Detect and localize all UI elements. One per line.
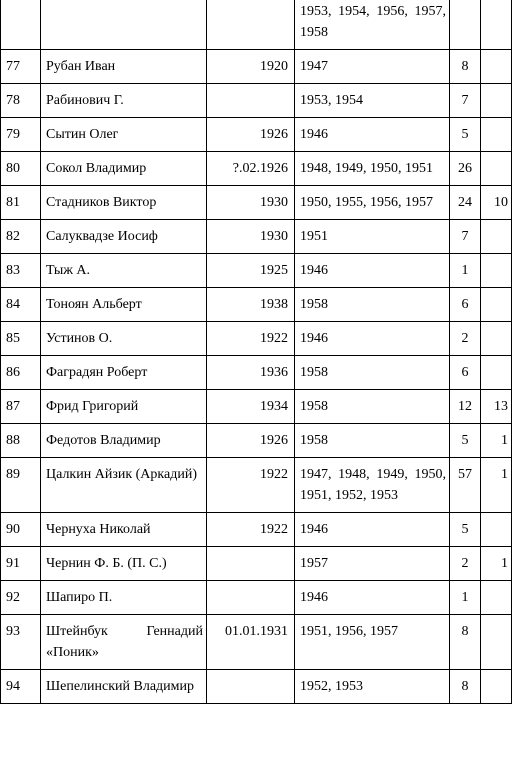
extra-count-cell [481,322,512,356]
row-number-cell: 89 [1,458,41,513]
row-number-cell: 86 [1,356,41,390]
birth-date-cell [207,84,295,118]
extra-count-cell: 10 [481,186,512,220]
birth-date-cell: 1926 [207,424,295,458]
row-number-cell [1,0,41,50]
player-name-cell: Тыж А. [41,254,207,288]
extra-count-cell [481,356,512,390]
years-cell: 1946 [295,322,450,356]
player-name-cell: Шапиро П. [41,581,207,615]
player-name-cell: Сытин Олег [41,118,207,152]
extra-count-cell [481,581,512,615]
table-row [1,670,512,704]
years-cell: 1952, 1953 [295,670,450,704]
row-number-cell: 81 [1,186,41,220]
years-cell: 1946 [295,254,450,288]
count-cell: 7 [450,220,481,254]
row-number-cell: 94 [1,670,41,704]
player-name-cell: Цалкин Айзик (Аркадий) [41,458,207,513]
table-row [1,390,512,424]
extra-count-cell [481,118,512,152]
count-cell: 5 [450,513,481,547]
row-number-cell: 90 [1,513,41,547]
row-number-cell: 85 [1,322,41,356]
table-row [1,458,512,513]
count-cell: 2 [450,547,481,581]
player-name-cell: Сокол Владимир [41,152,207,186]
birth-date-cell: 1922 [207,458,295,513]
row-number-cell: 84 [1,288,41,322]
birth-date-cell: 01.01.1931 [207,615,295,670]
table-row [1,615,512,670]
extra-count-cell [481,254,512,288]
count-cell: 7 [450,84,481,118]
count-cell: 8 [450,615,481,670]
birth-date-cell: 1934 [207,390,295,424]
table-row [1,50,512,84]
table-row [1,84,512,118]
birth-date-cell: 1926 [207,118,295,152]
count-cell: 5 [450,424,481,458]
player-name-cell: Фрид Григорий [41,390,207,424]
extra-count-cell: 1 [481,424,512,458]
years-cell: 1950, 1955, 1956, 1957 [295,186,450,220]
years-cell: 1946 [295,118,450,152]
player-name-cell: Чернуха Николай [41,513,207,547]
birth-date-cell: 1922 [207,513,295,547]
count-cell: 1 [450,254,481,288]
birth-date-cell [207,0,295,50]
table-row [1,220,512,254]
birth-date-cell: ?.02.1926 [207,152,295,186]
extra-count-cell [481,513,512,547]
birth-date-cell [207,670,295,704]
count-cell: 8 [450,50,481,84]
years-cell: 1957 [295,547,450,581]
player-name-cell: Штейнбук Геннадий «Поник» [41,615,207,670]
row-number-cell: 82 [1,220,41,254]
player-name-cell: Рубан Иван [41,50,207,84]
row-number-cell: 88 [1,424,41,458]
table-row [1,322,512,356]
extra-count-cell [481,288,512,322]
row-number-cell: 92 [1,581,41,615]
count-cell: 8 [450,670,481,704]
table-row [1,547,512,581]
row-number-cell: 93 [1,615,41,670]
count-cell: 2 [450,322,481,356]
count-cell: 6 [450,288,481,322]
extra-count-cell [481,615,512,670]
count-cell: 26 [450,152,481,186]
player-name-cell: Стадников Виктор [41,186,207,220]
count-cell: 6 [450,356,481,390]
player-name-cell: Федотов Владимир [41,424,207,458]
row-number-cell: 87 [1,390,41,424]
table-body [1,0,512,704]
count-cell: 1 [450,581,481,615]
count-cell: 24 [450,186,481,220]
count-cell: 57 [450,458,481,513]
extra-count-cell [481,84,512,118]
birth-date-cell: 1930 [207,220,295,254]
row-number-cell: 79 [1,118,41,152]
birth-date-cell: 1925 [207,254,295,288]
row-number-cell: 77 [1,50,41,84]
extra-count-cell [481,152,512,186]
table-row [1,513,512,547]
years-cell: 1958 [295,288,450,322]
player-name-cell [41,0,207,50]
table-row [1,0,512,50]
years-cell: 1953, 1954, 1956, 1957, 1958 [295,0,450,50]
years-cell: 1951, 1956, 1957 [295,615,450,670]
years-cell: 1958 [295,424,450,458]
player-name-cell: Тоноян Альберт [41,288,207,322]
count-cell: 5 [450,118,481,152]
table-row [1,254,512,288]
years-cell: 1951 [295,220,450,254]
extra-count-cell: 1 [481,547,512,581]
count-cell: 12 [450,390,481,424]
table-row [1,288,512,322]
birth-date-cell: 1920 [207,50,295,84]
birth-date-cell [207,547,295,581]
extra-count-cell: 1 [481,458,512,513]
birth-date-cell: 1938 [207,288,295,322]
table-row [1,152,512,186]
row-number-cell: 78 [1,84,41,118]
player-name-cell: Устинов О. [41,322,207,356]
table-row [1,581,512,615]
row-number-cell: 80 [1,152,41,186]
years-cell: 1953, 1954 [295,84,450,118]
extra-count-cell [481,50,512,84]
extra-count-cell: 13 [481,390,512,424]
years-cell: 1947 [295,50,450,84]
table-row [1,186,512,220]
birth-date-cell: 1930 [207,186,295,220]
row-number-cell: 83 [1,254,41,288]
extra-count-cell [481,220,512,254]
player-name-cell: Шепелинский Владимир [41,670,207,704]
years-cell: 1958 [295,390,450,424]
extra-count-cell [481,670,512,704]
years-cell: 1947, 1948, 1949, 1950, 1951, 1952, 1953 [295,458,450,513]
row-number-cell: 91 [1,547,41,581]
player-name-cell: Салуквадзе Иосиф [41,220,207,254]
years-cell: 1958 [295,356,450,390]
table-row [1,424,512,458]
table-row [1,356,512,390]
extra-count-cell [481,0,512,50]
birth-date-cell: 1922 [207,322,295,356]
player-name-cell: Фаградян Роберт [41,356,207,390]
years-cell: 1946 [295,513,450,547]
years-cell: 1948, 1949, 1950, 1951 [295,152,450,186]
birth-date-cell: 1936 [207,356,295,390]
years-cell: 1946 [295,581,450,615]
table-row [1,118,512,152]
count-cell [450,0,481,50]
player-name-cell: Чернин Ф. Б. (П. С.) [41,547,207,581]
birth-date-cell [207,581,295,615]
player-name-cell: Рабинович Г. [41,84,207,118]
